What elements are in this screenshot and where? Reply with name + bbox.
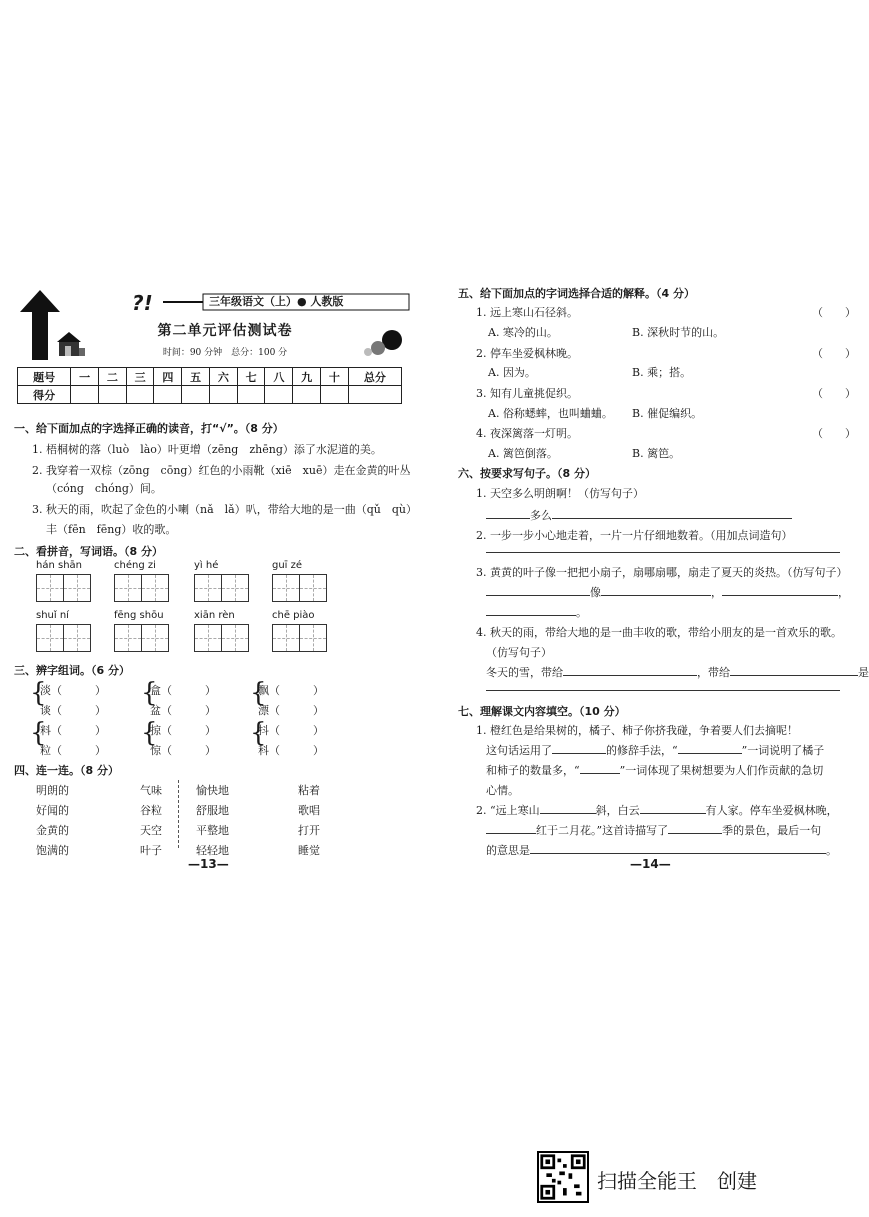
pinyin-write-group bbox=[36, 610, 90, 652]
s7-text: 的修辞手法，“ bbox=[606, 744, 678, 757]
match-item[interactable]: 饱满的 bbox=[36, 844, 69, 857]
ball-decoration-icon bbox=[360, 328, 404, 358]
score-table-cell: 十 bbox=[320, 368, 348, 386]
answer-blank[interactable] bbox=[552, 743, 606, 754]
word-pair-item: 飘（ ） bbox=[258, 684, 324, 697]
write-cell[interactable] bbox=[114, 624, 142, 652]
match-item[interactable]: 愉快地 bbox=[196, 784, 229, 797]
write-cell[interactable] bbox=[272, 574, 300, 602]
s6-question: 3. 黄黄的叶子像一把把小扇子，扇哪扇哪，扇走了夏天的炎热。（仿写句子） bbox=[476, 566, 848, 579]
s5-question: 2. 停车坐爱枫林晚。 bbox=[476, 347, 578, 360]
s7-question: 1. 橙红色是给果树的，橘子、柿子你挤我碰，争着要人们去摘呢！ bbox=[476, 724, 798, 737]
section-5-title: 五、给下面加点的字词选择合适的解释。（4 分） bbox=[458, 287, 695, 300]
score-input-cell[interactable] bbox=[265, 386, 293, 404]
s7-text: 的意思是 bbox=[486, 844, 530, 857]
s5-option: B. 深秋时节的山。 bbox=[632, 326, 725, 339]
match-item[interactable]: 金黄的 bbox=[36, 824, 69, 837]
answer-blank[interactable] bbox=[580, 763, 620, 774]
score-table-cell: 六 bbox=[209, 368, 237, 386]
answer-blank[interactable] bbox=[640, 803, 706, 814]
answer-blank[interactable] bbox=[540, 803, 596, 814]
pinyin-write-group bbox=[36, 560, 90, 602]
brace-icon: { bbox=[250, 718, 267, 748]
match-item[interactable]: 明朗的 bbox=[36, 784, 69, 797]
score-input-cell[interactable] bbox=[237, 386, 265, 404]
s7-fill-line bbox=[486, 822, 821, 838]
s7-fill-line bbox=[486, 762, 823, 778]
score-table-cell: 七 bbox=[237, 368, 265, 386]
brace-icon: { bbox=[30, 718, 47, 748]
write-cell[interactable] bbox=[141, 574, 169, 602]
brace-icon: { bbox=[141, 678, 158, 708]
write-cell[interactable] bbox=[272, 624, 300, 652]
score-input-cell[interactable] bbox=[98, 386, 126, 404]
s7-text: 和柿子的数量多，“ bbox=[486, 764, 580, 777]
house-illustration-icon bbox=[55, 330, 87, 358]
s6-question: 4. 秋天的雨，带给大地的是一曲丰收的歌，带给小朋友的是一首欢乐的歌。 bbox=[476, 626, 842, 639]
match-item[interactable]: 打开 bbox=[298, 824, 320, 837]
score-table-cell: 一 bbox=[71, 368, 99, 386]
score-input-cell[interactable] bbox=[293, 386, 321, 404]
match-item[interactable]: 谷粒 bbox=[140, 804, 162, 817]
s7-fill-line bbox=[476, 802, 838, 818]
match-item[interactable]: 气味 bbox=[140, 784, 162, 797]
s5-option: B. 催促编织。 bbox=[632, 407, 703, 420]
match-item[interactable]: 好闻的 bbox=[36, 804, 69, 817]
pinyin-label: xiān rèn bbox=[194, 610, 235, 621]
match-item[interactable]: 叶子 bbox=[140, 844, 162, 857]
write-cell[interactable] bbox=[63, 624, 91, 652]
word-pair-item: 科（ ） bbox=[258, 744, 324, 757]
s7-text: 有人家。停车坐爱枫林晚， bbox=[705, 804, 838, 817]
write-cell[interactable] bbox=[299, 574, 327, 602]
s5-option: A. 因为。 bbox=[488, 366, 536, 379]
match-item[interactable]: 舒服地 bbox=[196, 804, 229, 817]
section-4-title: 四、连一连。（8 分） bbox=[14, 764, 119, 777]
match-item[interactable]: 睡觉 bbox=[298, 844, 320, 857]
pinyin-write-group bbox=[114, 560, 168, 602]
pinyin-write-group bbox=[272, 610, 326, 652]
match-item[interactable]: 平整地 bbox=[196, 824, 229, 837]
s6-fill-text: 是 bbox=[858, 666, 869, 679]
s5-option: A. 篱笆倒落。 bbox=[488, 447, 558, 460]
match-item[interactable]: 歌唱 bbox=[298, 804, 320, 817]
answer-blank[interactable] bbox=[668, 823, 722, 834]
answer-paren[interactable]: （ ） bbox=[812, 387, 856, 400]
pinyin-write-group bbox=[272, 560, 326, 602]
s6-fill-text: 冬天的雪，带给 bbox=[486, 666, 563, 679]
answer-blank[interactable] bbox=[486, 508, 530, 519]
score-input-cell[interactable] bbox=[320, 386, 348, 404]
question-exclaim-icon: ?! bbox=[132, 291, 153, 315]
pinyin-write-group bbox=[114, 610, 168, 652]
s6-answer-line bbox=[486, 664, 869, 680]
s7-text: ”一词体现了果树想要为人们作贡献的急切 bbox=[619, 764, 824, 777]
answer-line[interactable] bbox=[486, 690, 840, 691]
score-input-cell[interactable] bbox=[209, 386, 237, 404]
write-cell[interactable] bbox=[194, 624, 222, 652]
answer-blank[interactable] bbox=[486, 585, 590, 596]
answer-paren[interactable]: （ ） bbox=[812, 306, 856, 319]
score-input-cell[interactable] bbox=[182, 386, 210, 404]
s7-text: 这句话运用了 bbox=[486, 744, 552, 757]
pinyin-label: guī zé bbox=[272, 560, 303, 571]
arrow-logo-icon bbox=[20, 290, 60, 360]
section-7-title: 七、理解课文内容填空。（10 分） bbox=[458, 705, 626, 718]
word-pair-item: 粒（ ） bbox=[40, 744, 106, 757]
score-table bbox=[17, 367, 402, 404]
section-6-title: 六、按要求写句子。（8 分） bbox=[458, 467, 596, 480]
s6-question: （仿写句子） bbox=[486, 646, 552, 659]
match-item[interactable]: 天空 bbox=[140, 824, 162, 837]
page-number: —13— bbox=[188, 857, 229, 871]
score-table-cell: 得分 bbox=[18, 386, 71, 404]
grade-edition: 三年级语文（上）● 人教版 bbox=[209, 295, 344, 308]
page-number: —14— bbox=[630, 857, 671, 871]
word-pair-item: 抖（ ） bbox=[258, 724, 324, 737]
answer-paren[interactable]: （ ） bbox=[812, 427, 856, 440]
word-pair-item: 料（ ） bbox=[40, 724, 106, 737]
write-cell[interactable] bbox=[221, 624, 249, 652]
s1-line: 2. 我穿着一双棕（zōng cōng）红色的小雨靴（xiē xuē）走在金黄的叶丛 bbox=[32, 464, 411, 477]
score-table-cell: 四 bbox=[154, 368, 182, 386]
divider bbox=[178, 780, 179, 848]
scanner-watermark: 扫描全能王 创建 bbox=[597, 1169, 757, 1193]
score-input-cell[interactable] bbox=[126, 386, 154, 404]
s7-fill-line: 的意思是 。 bbox=[486, 844, 837, 857]
word-pair-item: 盒（ ） bbox=[150, 684, 216, 697]
s1-line: 丰（fēn fēng）收的歌。 bbox=[46, 523, 177, 536]
s5-option: B. 篱笆。 bbox=[632, 447, 681, 460]
s7-text: 红于二月花。”这首诗描写了 bbox=[536, 824, 669, 837]
score-table-cell: 题号 bbox=[18, 368, 71, 386]
answer-blank[interactable] bbox=[730, 665, 858, 676]
section-1-title: 一、给下面加点的字选择正确的读音，打“√”。（8 分） bbox=[14, 422, 284, 435]
answer-blank[interactable] bbox=[722, 585, 838, 596]
answer-line[interactable] bbox=[486, 552, 840, 553]
brace-icon: { bbox=[30, 678, 47, 708]
s5-question: 1. 远上寒山石径斜。 bbox=[476, 306, 578, 319]
write-cell[interactable] bbox=[36, 574, 64, 602]
s5-option: A. 寒冷的山。 bbox=[488, 326, 558, 339]
s5-option: B. 乘；搭。 bbox=[632, 366, 692, 379]
page-title: 第二单元评估测试卷 bbox=[157, 323, 293, 339]
brace-icon: { bbox=[141, 718, 158, 748]
pinyin-write-group bbox=[194, 610, 248, 652]
brace-icon: { bbox=[250, 678, 267, 708]
pinyin-label: shuǐ ní bbox=[36, 610, 69, 621]
s7-fill-line bbox=[486, 742, 824, 758]
score-table-cell: 八 bbox=[265, 368, 293, 386]
score-table-cell: 五 bbox=[182, 368, 210, 386]
word-pair-item: 惊（ ） bbox=[150, 744, 216, 757]
s7-text: 心情。 bbox=[486, 784, 519, 797]
answer-blank[interactable] bbox=[678, 743, 742, 754]
qr-code-icon bbox=[537, 1151, 589, 1203]
s6-question: 2. 一步一步小心地走着，一片一片仔细地数着。（用加点词造句） bbox=[476, 529, 793, 542]
pinyin-write-group bbox=[194, 560, 248, 602]
score-input-cell[interactable] bbox=[71, 386, 99, 404]
match-item[interactable]: 粘着 bbox=[298, 784, 320, 797]
answer-blank[interactable] bbox=[486, 823, 536, 834]
write-cell[interactable] bbox=[114, 574, 142, 602]
answer-blank[interactable] bbox=[552, 508, 792, 519]
section-3-title: 三、辨字组词。（6 分） bbox=[14, 664, 130, 677]
section-2-title: 二、看拼音，写词语。（8 分） bbox=[14, 545, 163, 558]
score-input-cell[interactable] bbox=[348, 386, 401, 404]
s1-line: 1. 梧桐树的落（luò lào）叶更增（zēng zhēng）添了水泥道的美。 bbox=[32, 443, 382, 456]
word-pair-item: 淡（ ） bbox=[40, 684, 106, 697]
write-cell[interactable] bbox=[141, 624, 169, 652]
write-cell[interactable] bbox=[36, 624, 64, 652]
score-table-cell: 三 bbox=[126, 368, 154, 386]
write-cell[interactable] bbox=[299, 624, 327, 652]
write-cell[interactable] bbox=[63, 574, 91, 602]
score-table-cell: 总分 bbox=[348, 368, 401, 386]
score-input-cell[interactable] bbox=[154, 386, 182, 404]
pinyin-label: yì hé bbox=[194, 560, 219, 571]
s6-fill-text: 像 bbox=[590, 586, 601, 599]
s6-answer-line: 。 bbox=[486, 604, 587, 620]
s6-answer-line: 像 ， ， bbox=[486, 584, 849, 600]
word-pair-item: 盆（ ） bbox=[150, 704, 216, 717]
answer-blank[interactable] bbox=[486, 605, 576, 616]
s1-line: 3. 秋天的雨，吹起了金色的小喇（nǎ lǎ）叭，带给大地的是一曲（qǔ qù） bbox=[32, 503, 417, 516]
s5-question: 4. 夜深篱落一灯明。 bbox=[476, 427, 578, 440]
pinyin-label: chéng zi bbox=[114, 560, 156, 571]
s5-option: A. 俗称蟋蟀，也叫蛐蛐。 bbox=[488, 407, 613, 420]
answer-blank[interactable] bbox=[601, 585, 711, 596]
word-pair-item: 谈（ ） bbox=[40, 704, 106, 717]
score-table-cell: 九 bbox=[293, 368, 321, 386]
answer-blank[interactable] bbox=[563, 665, 697, 676]
s7-text: 斜，白云 bbox=[595, 804, 640, 817]
match-item[interactable]: 轻轻地 bbox=[196, 844, 229, 857]
pinyin-label: hán shān bbox=[36, 560, 82, 571]
s6-question: 1. 天空多么明朗啊！（仿写句子） bbox=[476, 487, 644, 500]
score-table-cell: 二 bbox=[98, 368, 126, 386]
s6-answer-line bbox=[486, 507, 792, 523]
pinyin-label: chē piào bbox=[272, 610, 315, 621]
word-pair-item: 漂（ ） bbox=[258, 704, 324, 717]
write-cell[interactable] bbox=[221, 574, 249, 602]
answer-paren[interactable]: （ ） bbox=[812, 347, 856, 360]
write-cell[interactable] bbox=[194, 574, 222, 602]
s6-fill-text: 多么 bbox=[530, 509, 552, 522]
s1-line: （cóng chóng）间。 bbox=[46, 482, 162, 495]
s7-text: 季的景色，最后一句 bbox=[722, 824, 822, 837]
s7-text: 2. “远上寒山 bbox=[476, 804, 540, 817]
time-score-info: 时间：90 分钟 总分：100 分 bbox=[162, 348, 288, 358]
word-pair-item: 掠（ ） bbox=[150, 724, 216, 737]
s7-text: ”一词说明了橘子 bbox=[741, 744, 825, 757]
pinyin-label: fēng shōu bbox=[114, 610, 164, 621]
answer-blank[interactable] bbox=[530, 843, 826, 854]
s6-fill-text: ，带给 bbox=[697, 666, 730, 679]
s5-question: 3. 知有儿童挑促织。 bbox=[476, 387, 578, 400]
